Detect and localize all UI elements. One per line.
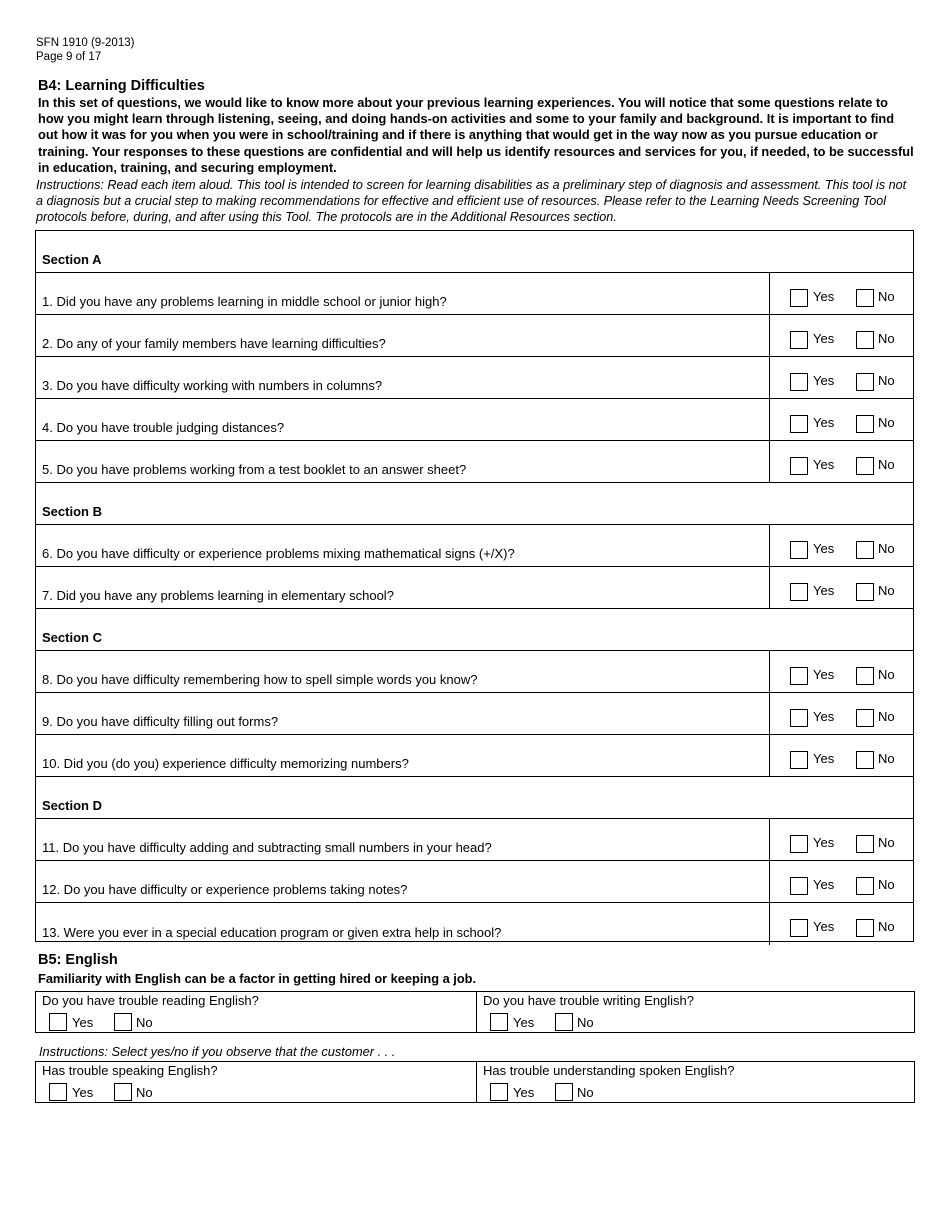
yes-checkbox[interactable]: [790, 709, 808, 727]
yes-checkbox[interactable]: [790, 877, 808, 895]
section-title: Section B: [42, 504, 102, 519]
english-question-cell: [36, 1062, 476, 1102]
form-header: [36, 36, 134, 64]
question-row: [36, 651, 913, 693]
no-label: No: [577, 1015, 594, 1030]
no-label: No: [878, 541, 895, 556]
no-label: No: [878, 667, 895, 682]
question-row: [36, 441, 913, 483]
question-text: 2. Do any of your family members have learning difficulties?: [42, 336, 386, 351]
section-header-row: [36, 609, 913, 651]
english-table-1: [35, 991, 915, 1033]
question-text: 11. Do you have difficulty adding and subtracting small numbers in your head?: [42, 840, 492, 855]
answer-cell: [769, 357, 913, 398]
yes-checkbox[interactable]: [790, 289, 808, 307]
question-row: [36, 399, 913, 441]
no-label: No: [878, 415, 895, 430]
b5-instructions: Instructions: Select yes/no if you observe that the customer . . .: [39, 1044, 396, 1059]
no-label: No: [878, 709, 895, 724]
answer-cell: [769, 399, 913, 440]
b5-subtitle: Familiarity with English can be a factor in getting hired or keeping a job.: [38, 971, 477, 986]
question-text: 7. Did you have any problems learning in elementary school?: [42, 588, 394, 603]
yes-checkbox[interactable]: [790, 331, 808, 349]
question-row: [36, 903, 913, 945]
no-checkbox[interactable]: [856, 667, 874, 685]
yes-label: Yes: [813, 667, 835, 682]
yes-checkbox[interactable]: [790, 835, 808, 853]
no-label: No: [878, 751, 895, 766]
yes-checkbox[interactable]: [490, 1083, 508, 1101]
yes-label: Yes: [813, 877, 835, 892]
yes-label: Yes: [813, 835, 835, 850]
yes-checkbox[interactable]: [49, 1013, 67, 1031]
answer-cell: [769, 273, 913, 314]
no-label: No: [878, 877, 895, 892]
answer-cell: [769, 903, 913, 945]
question-row: [36, 567, 913, 609]
question-row: [36, 525, 913, 567]
section-title: Section D: [42, 798, 102, 813]
answer-cell: [769, 819, 913, 860]
english-question-cell: [476, 1062, 915, 1102]
yes-label: Yes: [813, 331, 835, 346]
no-label: No: [878, 289, 895, 304]
section-header-row: [36, 483, 913, 525]
question-row: [36, 273, 913, 315]
no-checkbox[interactable]: [114, 1013, 132, 1031]
english-question-text: Do you have trouble writing English?: [483, 993, 695, 1008]
english-question-cell: [476, 992, 915, 1032]
answer-cell: [769, 441, 913, 482]
no-checkbox[interactable]: [856, 877, 874, 895]
b4-intro: In this set of questions, we would like to know more about your previous learning experiences. You will notice that some questions relate to how you might learn through listening, seeing, and doing hands-on activities and some to your family and background. It is important to find out how it was for you when you were in school/training and if there is anything that would get in the way now as you pursue education or training. Your responses to these questions are confidential and will help us identify resources and services for you, if needed, to be successful in education, training, and securing employment.: [38, 95, 914, 175]
yes-checkbox[interactable]: [790, 541, 808, 559]
no-checkbox[interactable]: [856, 709, 874, 727]
no-label: No: [878, 373, 895, 388]
no-checkbox[interactable]: [555, 1013, 573, 1031]
question-text: 3. Do you have difficulty working with numbers in columns?: [42, 378, 383, 393]
answer-cell: [769, 693, 913, 734]
yes-label: Yes: [813, 541, 835, 556]
question-text: 4. Do you have trouble judging distances?: [42, 420, 285, 435]
question-row: [36, 315, 913, 357]
section-title: Section C: [42, 630, 102, 645]
no-checkbox[interactable]: [856, 331, 874, 349]
yes-label: Yes: [813, 919, 835, 934]
section-header-row: [36, 777, 913, 819]
no-checkbox[interactable]: [856, 583, 874, 601]
english-question-text: Has trouble understanding spoken English?: [483, 1063, 735, 1078]
english-table-2: [35, 1061, 915, 1103]
question-text: 6. Do you have difficulty or experience problems mixing mathematical signs (+/X)?: [42, 546, 515, 561]
answer-cell: [769, 525, 913, 566]
question-text: 8. Do you have difficulty remembering how to spell simple words you know?: [42, 672, 478, 687]
question-row: [36, 693, 913, 735]
no-checkbox[interactable]: [856, 835, 874, 853]
b4-title: B4: Learning Difficulties: [38, 78, 205, 94]
answer-cell: [769, 861, 913, 902]
question-text: 5. Do you have problems working from a test booklet to an answer sheet?: [42, 462, 467, 477]
b4-instructions: Instructions: Read each item aloud. This tool is intended to screen for learning disabilities as a preliminary step of diagnosis and assessment. This tool is not a diagnosis but a crucial step to making recommendations for effective and efficient use of resources. Please refer to the Learning Needs Screening Tool protocols before, during, and after using this Tool. The protocols are in the Additional Resources section.: [36, 178, 907, 225]
question-text: 1. Did you have any problems learning in middle school or junior high?: [42, 294, 447, 309]
yes-checkbox[interactable]: [790, 667, 808, 685]
no-checkbox[interactable]: [856, 415, 874, 433]
question-text: 9. Do you have difficulty filling out forms?: [42, 714, 279, 729]
question-row: [36, 357, 913, 399]
yes-label: Yes: [813, 415, 835, 430]
no-checkbox[interactable]: [856, 919, 874, 937]
yes-label: Yes: [513, 1015, 535, 1030]
answer-cell: [769, 567, 913, 608]
no-checkbox[interactable]: [856, 373, 874, 391]
no-checkbox[interactable]: [856, 751, 874, 769]
no-label: No: [136, 1085, 153, 1100]
yes-checkbox[interactable]: [790, 583, 808, 601]
no-label: No: [878, 457, 895, 472]
question-text: 10. Did you (do you) experience difficulty memorizing numbers?: [42, 756, 409, 771]
yes-label: Yes: [813, 583, 835, 598]
question-text: 13. Were you ever in a special education program or given extra help in school?: [42, 925, 502, 940]
no-label: No: [878, 919, 895, 934]
question-row: [36, 861, 913, 903]
section-header-row: [36, 231, 913, 273]
no-checkbox[interactable]: [555, 1083, 573, 1101]
no-checkbox[interactable]: [856, 541, 874, 559]
yes-checkbox[interactable]: [790, 457, 808, 475]
english-question-cell: [36, 992, 476, 1032]
section-title: Section A: [42, 252, 102, 267]
english-question-text: Has trouble speaking English?: [42, 1063, 218, 1078]
yes-checkbox[interactable]: [790, 373, 808, 391]
yes-label: Yes: [513, 1085, 535, 1100]
yes-checkbox[interactable]: [490, 1013, 508, 1031]
yes-checkbox[interactable]: [790, 751, 808, 769]
yes-checkbox[interactable]: [49, 1083, 67, 1101]
question-text: 12. Do you have difficulty or experience problems taking notes?: [42, 882, 408, 897]
yes-checkbox[interactable]: [790, 919, 808, 937]
yes-checkbox[interactable]: [790, 415, 808, 433]
yes-label: Yes: [72, 1015, 94, 1030]
form-id: SFN 1910 (9-2013): [36, 37, 135, 49]
yes-label: Yes: [813, 457, 835, 472]
no-checkbox[interactable]: [856, 457, 874, 475]
no-checkbox[interactable]: [856, 289, 874, 307]
page-number: Page 9 of 17: [36, 51, 102, 63]
yes-label: Yes: [72, 1085, 94, 1100]
answer-cell: [769, 735, 913, 776]
no-label: No: [878, 835, 895, 850]
no-label: No: [136, 1015, 153, 1030]
question-row: [36, 735, 913, 777]
no-label: No: [878, 583, 895, 598]
english-question-text: Do you have trouble reading English?: [42, 993, 259, 1008]
yes-label: Yes: [813, 289, 835, 304]
answer-cell: [769, 651, 913, 692]
no-checkbox[interactable]: [114, 1083, 132, 1101]
no-label: No: [577, 1085, 594, 1100]
b5-title: B5: English: [38, 952, 118, 968]
yes-label: Yes: [813, 751, 835, 766]
question-row: [36, 819, 913, 861]
answer-cell: [769, 315, 913, 356]
yes-label: Yes: [813, 709, 835, 724]
yes-label: Yes: [813, 373, 835, 388]
learning-questions-table: [35, 230, 914, 942]
no-label: No: [878, 331, 895, 346]
